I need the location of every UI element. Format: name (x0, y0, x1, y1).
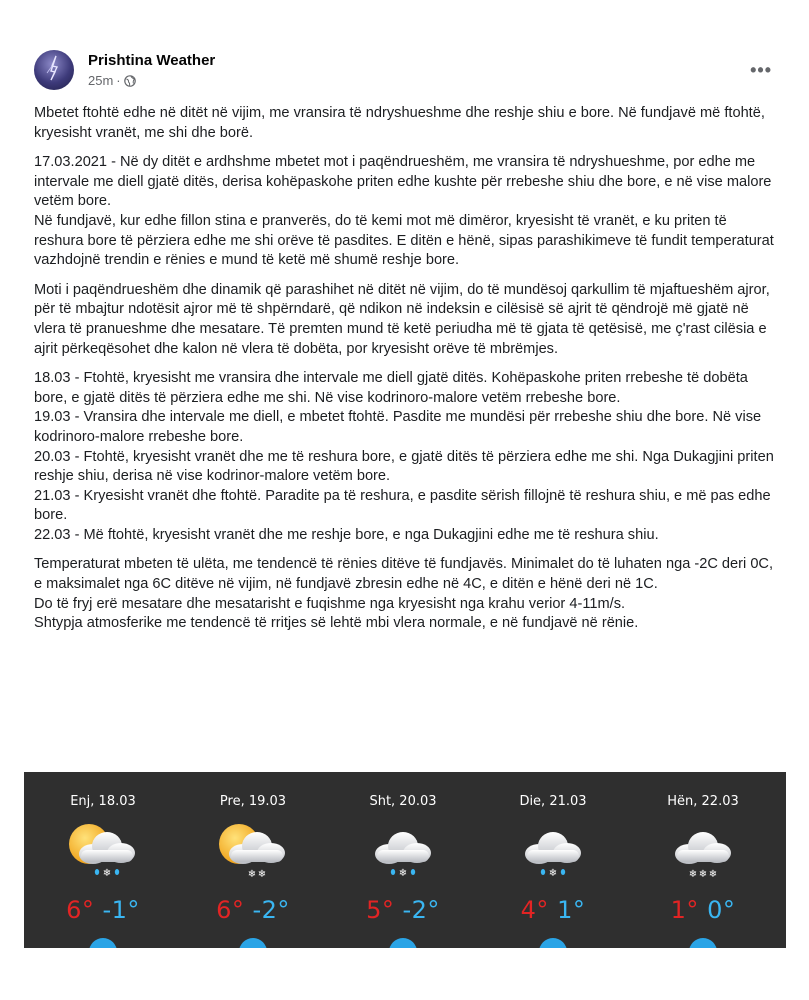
post-line: Do të fryj erë mesatare dhe mesatarisht e fuqishme nga kryesisht nga krahu verior 4-11m/s. (34, 595, 626, 612)
forecast-temps (628, 896, 778, 924)
post-line: Temperaturat mbeten të ulëta, me tendencë të rënies ditëve të fundjavës. Minimalet do të luhaten nga -2C deri 0C, e maksimalet nga 6C ditëve në vijim, në fundjavë zbresin edhe në 4C, e ditën e hënë deri në 1C. (34, 556, 774, 593)
cloud-snow-rain-icon (513, 820, 593, 890)
post-paragraph (34, 104, 774, 143)
forecast-day-label: Sht, 20.03 (369, 794, 437, 809)
sun-cloud-snow-icon (213, 820, 293, 890)
wind-indicator-icon (89, 938, 117, 948)
min-temp: -2° (252, 896, 290, 924)
page-name[interactable]: Prishtina Weather (88, 52, 216, 69)
meta-separator: · (116, 73, 121, 88)
post-line: 19.03 - Vransira dhe intervale me diell, e mbetet ftohtë. Pasdite me mundësi për rrebeshe shiu dhe bore. Në vise kodrinoro-malore rrebeshe bore. (34, 409, 762, 445)
forecast-temps (328, 896, 478, 924)
forecast-day-label: Enj, 18.03 (70, 794, 136, 809)
svg-text:❄: ❄ (698, 869, 708, 880)
svg-text:❄: ❄ (708, 869, 718, 880)
sun-cloud-snow-rain-icon (63, 820, 143, 890)
post-line: Mbetet ftohtë edhe në ditët në vijim, me vransira të ndryshueshme dhe reshje shiu e bore. Në fundjavë më ftohtë, kryesisht vranët, me shi dhe borë. (34, 105, 765, 141)
post-line: 17.03.2021 - Në dy ditët e ardhshme mbetet mot i paqëndrueshëm, me vransira të ndryshueshme, por edhe me intervale me diell gjatë ditës, derisa kohëpaskohe priten edhe kushte për rrebeshe shiu dhe bore, e në vise malore vetëm bore. (34, 154, 772, 210)
svg-text:❄: ❄ (247, 869, 257, 880)
lightning-icon (34, 50, 74, 90)
more-options-button[interactable]: ••• (750, 60, 772, 80)
post-header (34, 50, 776, 94)
min-temp: -1° (102, 896, 140, 924)
max-temp: 6° (216, 896, 245, 924)
forecast-day (28, 772, 178, 948)
post-paragraph (34, 281, 774, 359)
max-temp: 5° (366, 896, 395, 924)
cloud-snow-icon (663, 820, 743, 890)
min-temp: -2° (402, 896, 440, 924)
forecast-day (328, 772, 478, 948)
post-paragraph (34, 369, 774, 545)
svg-text:❄: ❄ (257, 869, 267, 880)
post-text (34, 104, 774, 644)
svg-text:❄: ❄ (102, 868, 112, 879)
forecast-day-label: Die, 21.03 (519, 794, 587, 809)
svg-text:❄: ❄ (548, 868, 558, 879)
wind-indicator-icon (689, 938, 717, 948)
post-time[interactable]: 25m (88, 73, 114, 88)
wind-indicator-icon (389, 938, 417, 948)
min-temp: 1° (557, 896, 586, 924)
forecast-day-label: Pre, 19.03 (219, 794, 287, 809)
forecast-temps (478, 896, 628, 924)
post-line: Në fundjavë, kur edhe fillon stina e pranverës, do të kemi mot më dimëror, kryesisht të vranët, e ku priten të reshura bore të përziera edhe me shi orëve të pasdites. E ditën e hënë, sipas parashikimeve të fundit temperaturat vazhdojnë trendin e rënies e mund të ketë më shumë reshje bore. (34, 212, 774, 269)
min-temp: 0° (707, 896, 736, 924)
forecast-day (178, 772, 328, 948)
post-paragraph (34, 555, 774, 633)
post-line: Shtypja atmosferike me tendencë të rritjes së lehtë mbi vlera normale, e në fundjavë në rënie. (34, 615, 639, 632)
forecast-temps (178, 896, 328, 924)
forecast-temps (28, 896, 178, 924)
post-meta (88, 73, 136, 88)
cloud-snow-rain-icon (363, 820, 443, 890)
forecast-day (478, 772, 628, 948)
forecast-day (628, 772, 778, 948)
forecast-day-label: Hën, 22.03 (667, 794, 739, 809)
post-line: 22.03 - Më ftohtë, kryesisht vranët dhe me reshje bore, e nga Dukagjini edhe me të reshura shiu. (34, 526, 659, 543)
wind-indicator-icon (539, 938, 567, 948)
post-line: 21.03 - Kryesisht vranët dhe ftohtë. Paradite pa të reshura, e pasdite sërish fillojnë të reshura shiu, e më pas edhe bore. (34, 487, 771, 524)
max-temp: 6° (66, 896, 95, 924)
globe-icon[interactable] (124, 75, 136, 87)
wind-indicator-icon (239, 938, 267, 948)
max-temp: 1° (670, 896, 699, 924)
svg-text:❄: ❄ (688, 869, 698, 880)
post-line: Moti i paqëndrueshëm dhe dinamik që parashihet në ditët në vijim, do të mundësoj qarkullim të mjaftueshëm ajror, për të mbajtur ndotësit ajror më të shpërndarë, që ndikon në indeksin e cilësisë së ajrit të qëndrojë më gjatë në vlera të pranueshme dhe mesatare. Të premten mund të ketë periudha më të gjata të qetësisë, me ç'rast cilësia e ajrit përkeqësohet dhe kalon në vlera të dobëta, por kryesisht orëve të mbrëmjes. (34, 281, 770, 357)
max-temp: 4° (520, 896, 549, 924)
post-paragraph (34, 153, 774, 271)
post-line: 20.03 - Ftohtë, kryesisht vranët dhe me të reshura bore, e gjatë ditës të përziera edhe me shi. Nga Dukagjini priten reshje shiu, derisa në vise kodrinor-malore vetëm bore. (34, 448, 774, 485)
forecast-image (24, 772, 786, 948)
page-avatar[interactable] (34, 50, 74, 90)
post-line: 18.03 - Ftohtë, kryesisht me vransira dhe intervale me diell gjatë ditës. Kohëpaskohe priten rrebeshe të dobëta bore, e gjatë ditës të përziera edhe me shi. Në vise kodrinoro-malore vetëm rrebeshe bore. (34, 370, 748, 406)
svg-text:❄: ❄ (398, 868, 408, 879)
